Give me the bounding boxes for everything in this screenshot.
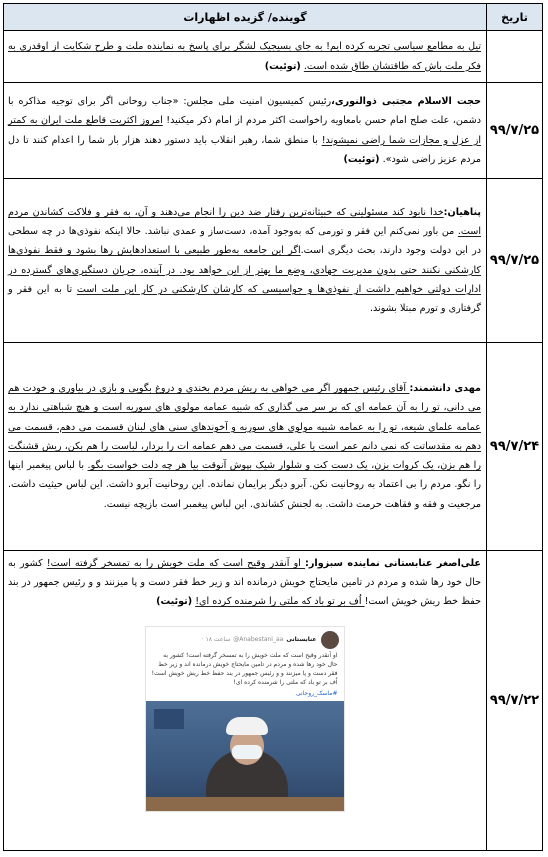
date-cell: ۹۹/۷/۲۵ bbox=[487, 83, 543, 179]
table-row bbox=[4, 343, 543, 551]
tweet-tag: (توئیت) bbox=[156, 596, 193, 608]
speaker-name: مهدی دانشمند: bbox=[409, 383, 481, 395]
speaker-name: حجت الاسلام مجتبی ذوالنوری، bbox=[331, 96, 481, 108]
table-row bbox=[4, 551, 543, 851]
statement-text: رئیس کمیسیون امنیت ملی مجلس: «جناب روحانی اگر برای توجیه مذاکره با دشمن، علت صلح امام حسن بامعاویه راخواست اکثر مردم از امام ذکر میکنید! bbox=[8, 96, 481, 127]
speaker-name: پناهیان: bbox=[443, 206, 481, 218]
tweet-tag: (توئیت) bbox=[264, 60, 301, 72]
table-row bbox=[4, 179, 543, 343]
statements-table bbox=[3, 3, 543, 851]
statement-text: تا به این فقر و گرفتاری و تورم مبتلا بشوند. bbox=[8, 283, 481, 314]
date-cell: ۹۹/۷/۲۵ bbox=[487, 179, 543, 343]
statement-text: با منطق شما، رهبر انقلاب باید دستور دهند هزار بار شما را اعدام کنند تا دل مردم عزیز راضی شود». bbox=[8, 134, 481, 165]
photo-desk bbox=[146, 797, 344, 811]
speaker-name: علی‌اصغر عنابستانی نماینده سبزوار: bbox=[305, 558, 481, 569]
content-cell bbox=[4, 83, 487, 179]
photo-mask bbox=[232, 745, 262, 759]
content-cell bbox=[4, 343, 487, 551]
date-column-header: تاریخ bbox=[487, 4, 543, 31]
statement-text-underlined: در آینده، جریان دستگیری‌های گسترده در ادارات دولتی خواهیم داشت از نفوذی‌ها و جواسیسی که کارشان کارشکنی در کار این ملت است bbox=[8, 264, 481, 295]
content-cell bbox=[4, 179, 487, 343]
statement-text: تیل به مطامع سیاسی تجربه کرده ایم! به جای بسیجیک لشگر برای پاسخ به نماینده ملت و طرح شکایت از اوقدری به فکر ملت باش که طاقتشان طاق شده است. bbox=[8, 41, 481, 72]
statement-text-underlined: آقای رئیس جمهور اگر می خواهی به ریش مردم بخندی و دروغ بگویی و بازی در بیاوری و خودت هم می دانی، تو را به آن عمامه ای که بر سر می گذاری که شبیه عمامه مولوی های سوریه است و هیچ شباهتی ندارد به عمامه علمای شیعه، تو را به عمامه شبیه مولوی های سوریه و آخوندهای سنی های لبنان قسمت می دهم، قسمت می دهم به مقدساتت که نمی دانم عمر است یا علی، قسمت می دهم عمامه ات را بردار، لباست را هم بکن، ریش قشنگت را هم بزن، یک کروات بزن، یک دست کت و شلوار شیک بپوش آنوقت بیا هر چه دلت خواست بگو. bbox=[8, 383, 481, 472]
tweet-header bbox=[146, 627, 344, 651]
statement-text: با لباس پیغمبر اینها را نگو. مردم را بی اعتماد به روحانیت نکن. آبرو دیگر برایمان نمانده. این روحانیت آبرو داشت. این لباس حیثیت داشت. مرجعیت و فقه و فقاهت حرمت داشت. به لجنش کشاندی. این لباس پیغمبر است بازیچه نیست. bbox=[8, 460, 481, 510]
table-header-row bbox=[4, 4, 543, 31]
date-cell: ۹۹/۷/۲۲ bbox=[487, 551, 543, 851]
tweet-author-handle: @Anabestani_aa bbox=[233, 636, 284, 644]
avatar bbox=[321, 631, 339, 649]
content-cell bbox=[4, 551, 487, 851]
date-cell: ۹۹/۷/۲۴ bbox=[487, 343, 543, 551]
statement-text-underlined: اگر این جامعه به‌طور طبیعی با استعدادهایش رها بشود و فقط نفوذی‌ها کارشکنی نکنند حتی بدون مدیریت جهادی، وضع ما بهتر از این خواهد بود. bbox=[8, 245, 481, 276]
photo-flag bbox=[154, 709, 184, 729]
statement-text: کشور به حال خود رها شده و مردم در تامین مایحتاج خویش درمانده اند و زیر خط فقر دست و پا میزنند و و رئیس جمهور در بند حفظ خط ریش خویش است! bbox=[8, 558, 481, 608]
tweet-photo bbox=[146, 701, 344, 811]
tweet-tag: (توئیت) bbox=[343, 153, 380, 165]
statement-text-underlined: او آنقدر وقیح است که ملت خویش را به تمسخر گرفته است! bbox=[46, 558, 306, 569]
statement-text-underlined: خدا نابود کند مسئولینی که خبیثانه‌ترین رفتار ضد دین را انجام می‌دهند و آن، به فقر و فلاکت کشاندن مردم است. bbox=[8, 206, 481, 238]
tweet-hashtag: #ماسک_روحانی bbox=[296, 689, 338, 697]
statement-text-underlined: اُف بر تو باد که ملتی را شرمنده کرده ای! bbox=[195, 596, 365, 608]
photo-turban bbox=[226, 717, 268, 735]
tweet-body: او آنقدر وقیح است که ملت خویش را به تمسخر گرفته است! کشور به حال خود رها شده و مردم در تامین مایحتاج خویش درمانده اند و زیر خط فقر دست و پا میزنند و و رئیس جمهور در بند حفظ خط ریش خویش است! اُف بر تو باد که ملتی را شرمنده کرده ای! bbox=[151, 651, 338, 686]
date-cell bbox=[487, 31, 543, 83]
tweet-author-name: عنابستانی bbox=[286, 636, 317, 644]
content-column-header: گوینده/ گزیده اظهارات bbox=[4, 4, 487, 31]
statement-text: من باور نمی‌کنم این فقر و تورمی که به‌وجود آمده، دست‌ساز و عمدی نباشد. حالا اینکه نفوذی‌ها در چه سطحی در این دولت وجود دارند، بحث دیگری است. bbox=[8, 226, 481, 257]
tweet-card bbox=[145, 626, 345, 812]
statement-text-underlined: امروز اکثریت قاطع ملت ایران به کمتر از عزل و مجازات شما راضی نمیشوند! bbox=[8, 115, 481, 146]
content-cell bbox=[4, 31, 487, 83]
table-row bbox=[4, 83, 543, 179]
table-row bbox=[4, 31, 543, 83]
tweet-time: · ۱۸ ساعت bbox=[201, 636, 231, 644]
